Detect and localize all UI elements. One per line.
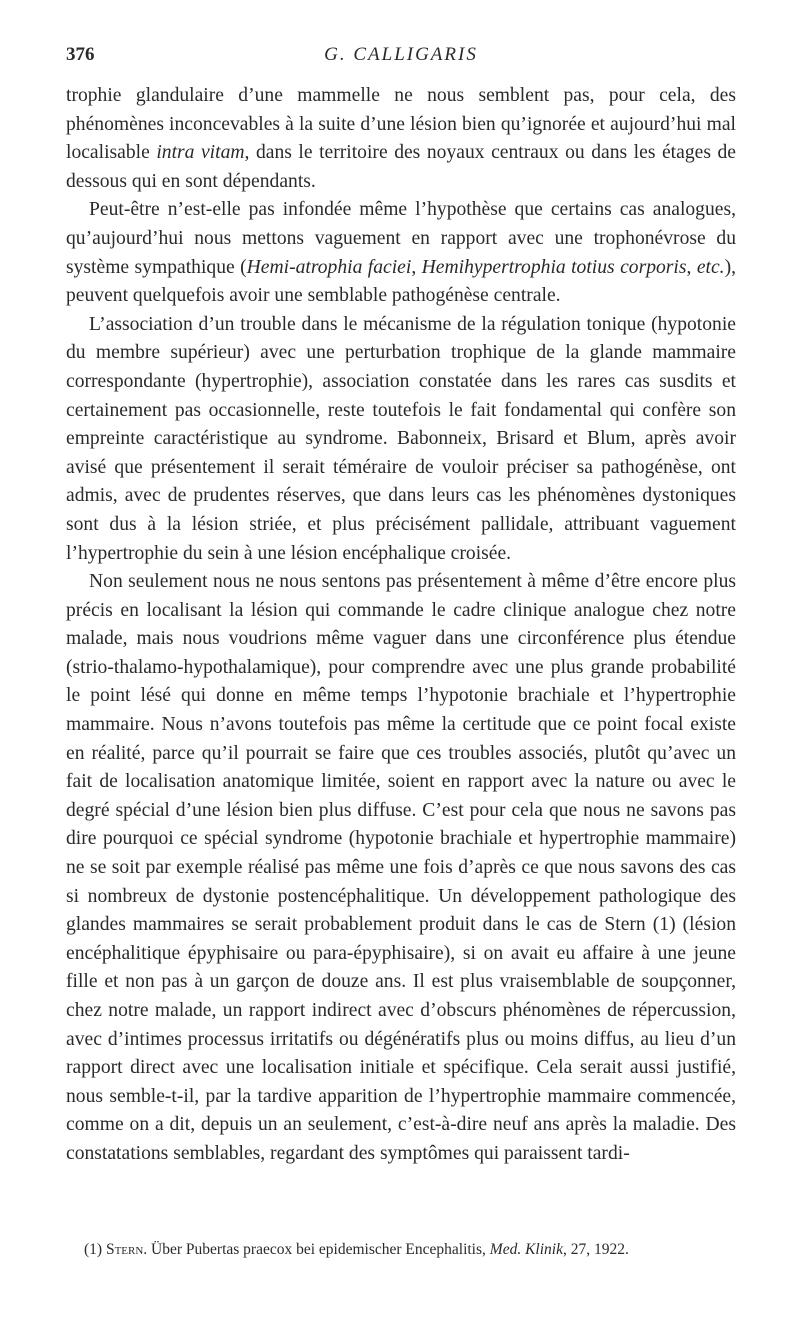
- body-text: [66, 82, 736, 1169]
- paragraph-2-text-d: ), peuvent quelquefois avoir une semblable pathogénèse centrale.: [66, 256, 737, 307]
- paragraph-2-text-b: ,: [411, 256, 422, 278]
- paragraph-2-text-c: ,: [686, 256, 697, 278]
- running-title: G. CALLIGARIS: [324, 44, 478, 65]
- footnote-marker: (1): [84, 1241, 106, 1258]
- paragraph-2-italic-3: etc.: [696, 256, 725, 278]
- footnote: [66, 1240, 736, 1260]
- paragraph-2-text-a: Peut-être n’est-elle pas infondée même l’hypothèse que certains cas analogues, qu’aujourd’hui nous mettons vaguement en rapport avec une trophonévrose du système sympathique (: [66, 199, 736, 278]
- footnote-1: [66, 1240, 736, 1260]
- footnote-author: Stern.: [105, 1241, 148, 1258]
- paragraph-1-text-a: trophie glandulaire d’une mammelle ne nous semblent pas, pour cela, des phénomènes inconcevables à la suite d’une lésion bien qu’ignorée et aujourd’hui mal localisable: [66, 85, 736, 164]
- page-number: 376: [66, 44, 95, 65]
- page-header: [66, 38, 736, 68]
- paragraph-2: [66, 196, 736, 310]
- paragraph-3: L’association d’un trouble dans le mécanisme de la régulation tonique (hypotonie du membre supérieur) avec une perturbation trophique de la glande mammaire correspondante (hypertrophie), association constatée dans les rares cas susdits et certainement pas occasionnelle, reste toutefois le fait fondamental qui confère son empreinte caractéristique au syndrome. Babonneix, Brisard et Blum, après avoir avisé que présentement il serait téméraire de vouloir préciser sa pathogénèse, ont admis, avec de prudentes réserves, que dans leurs cas les phénomènes dystoniques sont dus à la lésion striée, et plus précisément pallidale, attribuant vaguement l’hypertrophie du sein à une lésion encéphalique croisée.: [66, 313, 736, 564]
- paragraph-1: [66, 82, 736, 196]
- paragraph-2-italic-1: Hemi-atrophia faciei: [246, 256, 412, 278]
- paragraph-4: Non seulement nous ne nous sentons pas présentement à même d’être encore plus précis en localisant la lésion qui commande le cadre clinique analogue chez notre malade, mais nous voudrions même vaguer dans une circonférence plus étendue (strio-thalamo-hypothalamique), pour comprendre avec une plus grande probabilité le point lésé qui donne en même temps l’hypotonie brachiale et l’hypertrophie mammaire. Nous n’avons toutefois pas même la certitude que ce point focal existe en réalité, parce qu’il pourrait se faire que ces troubles associés, plutôt qu’avec un fait de localisation anatomique limitée, soient en rapport avec la nature ou avec le degré spécial d’une lésion bien plus diffuse. C’est pour cela que nous ne savons pas dire pourquoi ce spécial syndrome (hypotonie brachiale et hypertrophie mammaire) ne se soit par exemple réalisé pas même une fois d’après ce que nous savons des cas si nombreux de dystonie postencéphalitique. Un développement pathologique des glandes mammaires se serait probablement produit dans le cas de Stern (1) (lésion encéphalitique épyphisaire ou para-épyphisaire), si on avait eu affaire à une jeune fille et non pas à un garçon de douze ans. Il est plus vraisemblable de soupçonner, chez notre malade, un rapport indirect avec d’obscurs phénomènes de répercussion, avec d’intimes processus irritatifs ou dégénératifs plus ou moins diffus, au lieu d’un rapport direct avec une localisation initiale et spécifique. Cela serait aussi justifié, nous semble-t-il, par la tardive apparition de l’hypertrophie mammaire commencée, comme on a dit, depuis un an seulement, c’est-à-dire neuf ans après la maladie. Des constatations semblables, regardant des symptômes qui paraissent tardi-: [66, 571, 736, 1164]
- paragraph-1-italic: intra vitam: [156, 142, 245, 164]
- footnote-journal: Med. Klinik: [489, 1241, 563, 1258]
- footnote-ref: , 27, 1922.: [562, 1241, 629, 1258]
- footnote-text: Über Pubertas praecox bei epidemischer Encephalitis,: [147, 1241, 490, 1258]
- paragraph-2-italic-2: Hemihypertrophia totius corporis: [421, 256, 687, 278]
- paragraph-1-text-b: , dans le territoire des noyaux centraux ou dans les étages de dessous qui en sont dépendants.: [66, 142, 736, 192]
